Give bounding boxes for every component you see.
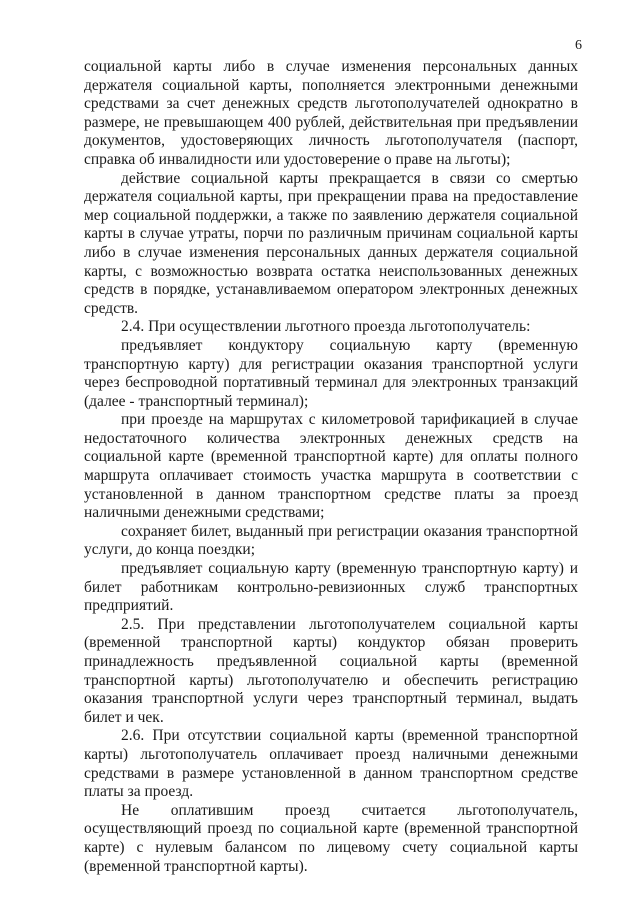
document-body	[84, 58, 578, 876]
paragraph-non-payer: Не оплатившим проезд считается льготополучатель, осуществляющий проезд по социальной карте (временной транспортной карте) с нулевым балансом по лицевому счету социальной карты (временной транспортной карты).	[84, 801, 578, 875]
paragraph-keep-ticket: сохраняет билет, выданный при регистрации оказания транспортной услуги, до конца поездки;	[84, 522, 578, 559]
paragraph-section-2-6: 2.6. При отсутствии социальной карты (временной транспортной карты) льготополучатель оплачивает проезд наличными денежными средствами в размере установленной в данном транспортном средстве платы за проезд.	[84, 727, 578, 801]
paragraph-inspectors: предъявляет социальную карту (временную транспортную карту) и билет работникам контрольно-ревизионных служб транспортных предприятий.	[84, 560, 578, 615]
paragraph-section-2-4: 2.4. При осуществлении льготного проезда льготополучатель:	[121, 318, 531, 336]
paragraph-km-tariff: при проезде на маршрутах с километровой тарификацией в случае недостаточного количества электронных денежных средств на социальной карте (временной транспортной карте) для оплаты полного маршрута оплачивает стоимость участка маршрута в соответствии с установленной в данном транспортном средстве платы за проезд наличными денежными средствами;	[84, 411, 578, 522]
paragraph-present-card: предъявляет кондуктору социальную карту (временную транспортную карту) для регистрации оказания транспортной услуги через беспроводной портативный терминал для электронных транзакций (далее - транспортный терминал);	[84, 336, 578, 410]
paragraph-card-termination: действие социальной карты прекращается в связи со смертью держателя социальной карты, при прекращении права на предоставление мер социальной поддержки, а также по заявлению держателя социальной карты в случае утраты, порчи по различным причинам социальной карты либо в случае изменения персональных данных держателя социальной карты, с возможностью возврата остатка неиспользованных денежных средств в порядке, устанавливаемом оператором электронных денежных средств.	[84, 169, 578, 317]
page-number: 6	[575, 38, 582, 53]
paragraph-section-2-5: 2.5. При представлении льготополучателем социальной карты (временной транспортной карты) кондуктор обязан проверить принадлежность предъявленной социальной карты (временной транспортной карты) льготополучателю и обеспечить регистрацию оказания транспортной услуги через транспортный терминал, выдать билет и чек.	[84, 615, 578, 726]
paragraph-continuation: социальной карты либо в случае изменения персональных данных держателя социальной карты, пополняется электронными денежными средствами за счет денежных средств льготополучателей однократно в размере, не превышающем 400 рублей, действительная при предъявлении документов, удостоверяющих личность льготополучателя (паспорт, справка об инвалидности или удостоверение о праве на льготы);	[84, 58, 578, 168]
